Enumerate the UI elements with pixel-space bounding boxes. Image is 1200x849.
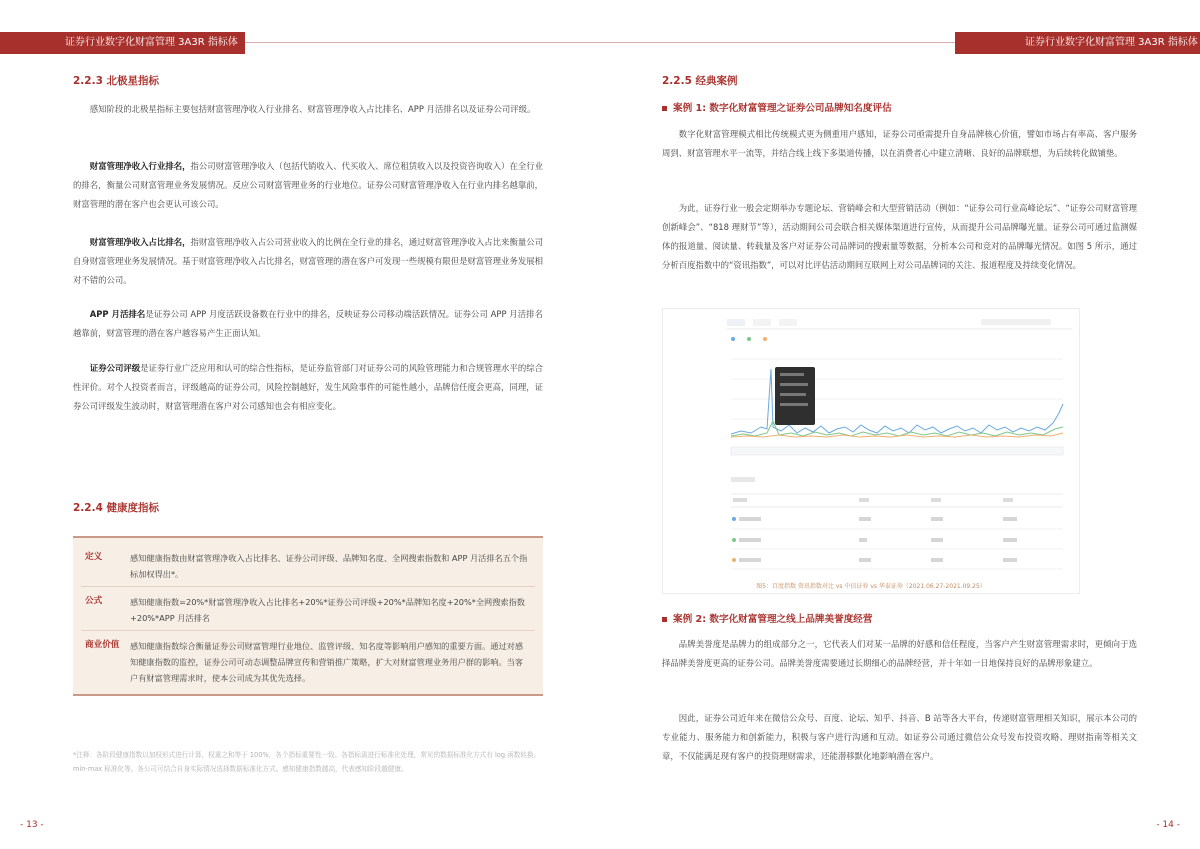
left-header-title: 证券行业数字化财富管理 3A3R 指标体系白皮书 [0, 32, 245, 54]
definition-box [73, 536, 543, 696]
legend-dot [763, 337, 767, 341]
section-2-2-5-title: 2.2.5 经典案例 [662, 75, 738, 87]
paragraph [73, 233, 543, 290]
paragraph [73, 157, 543, 214]
figure-date-range [981, 319, 1051, 325]
business-value-text: 感知健康指数综合衡量证券公司财富管理行业地位、监管评级、知名度等影响用户感知的重要方面。通过对感知健康指数的监控，证券公司可动态调整品牌宣传和营销推广策略，扩大对财富管理业务用户群的影响。当客户有财富管理需求时，使本公司成为其优先选择。 [130, 641, 524, 683]
paragraph: 品牌美誉度是品牌力的组成部分之一，它代表人们对某一品牌的好感和信任程度，当客户产生财富管理需求时，更倾向于选择品牌美誉度更高的证券公司。品牌美誉度需要通过长期细心的品牌经营，并十年如一日地保持良好的品牌形象建立。 [662, 639, 1137, 668]
term: 证券公司评级 [89, 363, 141, 373]
figure-tab [753, 319, 771, 326]
case-1-title-text: 案例 1: 数字化财富管理之证券公司品牌知名度评估 [673, 103, 892, 114]
table-row-dot [732, 538, 736, 542]
divider [81, 586, 535, 587]
term-description: 指财富管理净收入占公司营业收入的比例在全行业的排名，通过财富管理净收入占比来衡量公司自身财富管理业务发展情况。基于财富管理净收入占比排名，财富管理的潜在客户可发现一些规模有限但是财富管理业务发展相对不错的公司。 [73, 237, 543, 285]
right-header-title: 证券行业数字化财富管理 3A3R 指标体系白皮书 [955, 32, 1200, 54]
table-row-dot [732, 558, 736, 562]
footnote: *注释：各阶段健康指数以加权形式进行计算，权重之和等于 100%，各个指标重要性一致。各指标需进行标准化处理，常见的数据标准化方式有 log 函数转换、min-max 标准化等。各公司可结合自身实际情况选择数据标准化方式。感知健康指数越高，代表感知阶段越健康。 [73, 751, 541, 773]
paragraph [73, 359, 543, 416]
legend-dot [731, 337, 735, 341]
figure-tab [727, 319, 745, 326]
figure-5-image [663, 309, 1079, 579]
case-2-title-text: 案例 2: 数字化财富管理之线上品牌美誉度经营 [673, 614, 873, 625]
range-slider [731, 447, 1063, 455]
bullet-square-icon [662, 106, 667, 111]
paragraph: 为此，证券行业一般会定期举办专题论坛、营销峰会和大型营销活动（例如：“证券公司行业高峰论坛”、“证券公司财富管理创新峰会”、“818 理财节”等），活动期间公司会联合相关媒体渠道进行宣传，从而提升公司品牌曝光量。证券公司可通过监测媒体的报道量、阅读量、转载量及客户对证券公司品牌词的搜索量等数据，分析本公司和竞对的品牌曝光情况。如图 5 所示，通过分析百度指数中的“资讯指数”，可以对比评估活动期间互联网上对公司品牌词的关注、报道程度及持续变化情况。 [662, 203, 1137, 270]
divider [81, 630, 535, 631]
table-title-bar [731, 477, 755, 482]
term: 财富管理净收入行业排名， [89, 161, 191, 171]
figure-tab [779, 319, 797, 326]
figure-caption: 图5：百度指数 资讯指数对比 vs 中信证券 vs 华泰证券（2021.06.27-2021.09.25） [756, 583, 986, 590]
term: 财富管理净收入占比排名， [89, 237, 191, 247]
left-header-rule [245, 42, 600, 43]
paragraph [73, 305, 543, 343]
definition-text: 感知健康指数由财富管理净收入占比排名、证券公司评级、品牌知名度、全网搜索指数和 APP 月活排名五个指标加权得出*。 [130, 553, 528, 579]
legend-dot [747, 337, 751, 341]
section-2-2-3-title: 2.2.3 北极星指标 [73, 75, 160, 87]
case-1-title [662, 100, 892, 114]
case-2-title [662, 611, 872, 625]
term-description: 是证券公司 APP 月度活跃设备数在行业中的排名，反映证券公司移动端活跃情况。证券公司 APP 月活排名越靠前，财富管理的潜在客户越容易产生正面认知。 [73, 309, 543, 338]
right-header-rule [600, 42, 955, 43]
paragraph: 数字化财富管理模式相比传统模式更为侧重用户感知，证券公司亟需提升自身品牌核心价值，譬如市场占有率高、客户服务周到、财富管理水平一流等，并结合线上线下多渠道传播，以在消费者心中建立清晰、良好的品牌联想，为后续转化做铺垫。 [662, 129, 1137, 158]
formula-text: 感知健康指数=20%*财富管理净收入占比排名+20%*证券公司评级+20%*品牌知名度+20%*全网搜索指数+20%*APP 月活排名 [130, 597, 525, 623]
figure-5 [662, 308, 1080, 594]
formula-label: 公式 [85, 596, 103, 606]
term-description: 指公司财富管理净收入（包括代销收入、代买收入、席位租赁收入以及投资咨询收入）在全行业的排名，衡量公司财富管理业务发展情况。反应公司财富管理业务的行业地位。证券公司财富管理净收入在行业内排名越靠前，财富管理的潜在客户也会更认可该公司。 [73, 161, 543, 209]
table-row-dot [732, 517, 736, 521]
page-number: - 14 - [1156, 820, 1180, 830]
term: APP 月活排名 [89, 309, 146, 319]
definition-label: 定义 [85, 552, 103, 562]
term-description: 是证券行业广泛应用和认可的综合性指标，是证券监管部门对证券公司的风险管理能力和合规管理水平的综合性评价。对个人投资者而言，评级越高的证券公司，风险控制越好，发生风险事件的可能性越小，品牌信任度会更高，同理，证券公司评级发生波动时，财富管理潜在客户对公司感知也会有相应变化。 [73, 363, 543, 411]
paragraph: 因此，证券公司近年来在微信公众号、百度、论坛、知乎、抖音、B 站等各大平台，传递财富管理相关知识，展示本公司的专业能力、服务能力和创新能力，积极与客户进行沟通和互动。如证券公司通过微信公众号发布投资攻略、理财指南等相关文章，不仅能满足现有客户的投资理财需求，还能潜移默化地影响潜在客户。 [662, 713, 1137, 761]
business-value-label: 商业价值 [85, 640, 120, 650]
page-number: - 13 - [20, 820, 44, 830]
section-2-2-4-title: 2.2.4 健康度指标 [73, 502, 160, 514]
paragraph: 感知阶段的北极星指标主要包括财富管理净收入行业排名、财富管理净收入占比排名、APP 月活排名以及证券公司评级。 [89, 104, 536, 114]
bullet-square-icon [662, 617, 667, 622]
